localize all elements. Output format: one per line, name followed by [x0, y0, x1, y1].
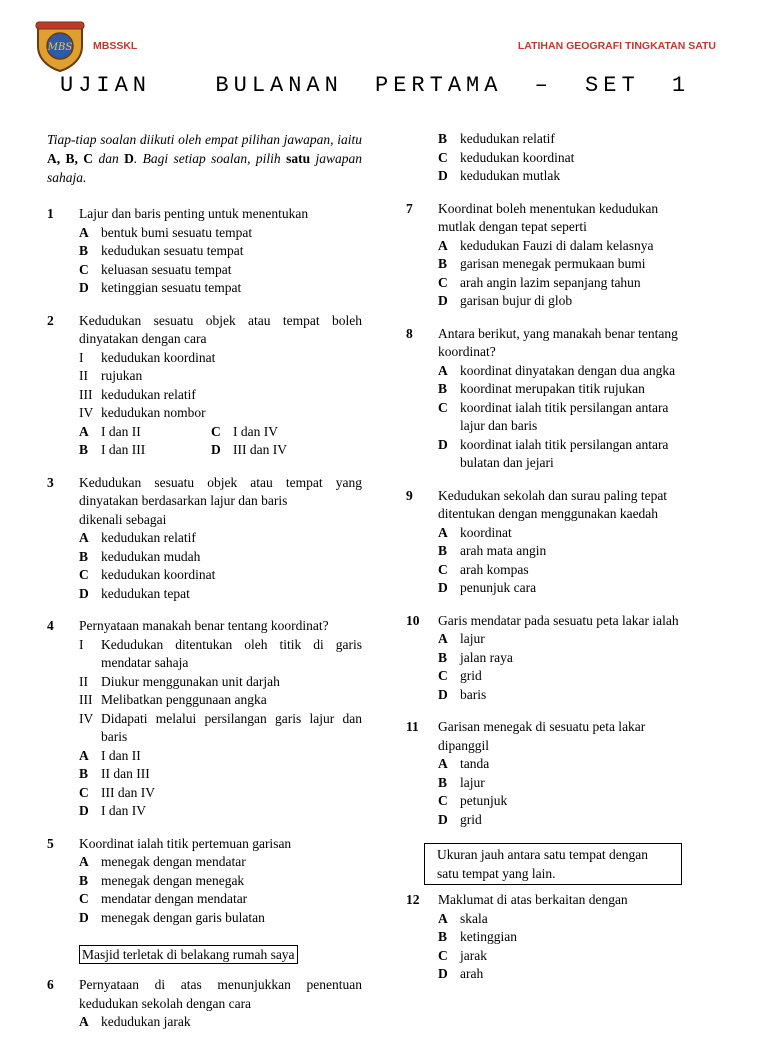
- option-letter: C: [79, 891, 89, 906]
- roman-numeral: II: [79, 673, 88, 689]
- option-text: kedudukan koordinat: [460, 149, 575, 165]
- option-letter: A: [79, 423, 89, 439]
- option-b: [438, 130, 696, 149]
- statement-text: Diukur menggunakan unit darjah: [101, 673, 280, 689]
- exam-title: UJIAN BULANAN PERTAMA – SET 1: [60, 73, 691, 98]
- option-c: [438, 274, 696, 293]
- option-letter: D: [438, 966, 448, 981]
- option-text: kedudukan jarak: [101, 1014, 191, 1029]
- option-letter: A: [79, 224, 89, 240]
- question-text: Garis mendatar pada sesuatu peta lakar ialah: [438, 612, 679, 628]
- option-text: arah mata angin: [460, 543, 547, 558]
- instructions: [47, 130, 362, 187]
- statement-i: [79, 636, 362, 673]
- option-d: [79, 585, 362, 604]
- page-header: [0, 0, 768, 98]
- question-text: Garisan menegak di sesuatu peta lakar dipanggil: [438, 719, 646, 753]
- option-letter: C: [79, 784, 89, 800]
- option-letter: C: [438, 793, 448, 808]
- option-text: kedudukan mutlak: [460, 168, 561, 183]
- option-text: koordinat ialah titik persilangan antara lajur dan baris: [460, 399, 669, 433]
- option-d: [79, 802, 362, 821]
- question-text-cont: dikenali sebagai: [79, 511, 167, 527]
- question-text: Antara berikut, yang manakah benar tentang koordinat?: [438, 325, 678, 359]
- option-b: [438, 542, 696, 561]
- option-c: [438, 561, 696, 580]
- question-12: [406, 891, 696, 984]
- option-d: [438, 579, 696, 598]
- option-letter: C: [79, 567, 89, 582]
- question-9: [406, 487, 696, 598]
- option-letter: B: [79, 766, 89, 781]
- option-b: [79, 441, 211, 460]
- option-text: kedudukan sesuatu tempat: [101, 243, 244, 258]
- question-number: 7: [406, 200, 413, 216]
- roman-numeral: III: [79, 692, 93, 707]
- question-number: 6: [47, 977, 54, 992]
- option-letter: C: [438, 947, 448, 963]
- option-b: [79, 242, 362, 261]
- question-8: [406, 325, 696, 473]
- option-text: grid: [460, 668, 482, 683]
- option-text: penunjuk cara: [460, 580, 537, 595]
- option-text: ketinggian: [460, 929, 517, 944]
- statement-iv: [79, 404, 362, 423]
- question-text: Kedudukan sesuatu objek atau tempat boleh dinyatakan dengan cara: [79, 312, 362, 346]
- option-letter: D: [438, 436, 448, 452]
- option-d: [211, 441, 351, 460]
- option-text: jarak: [460, 947, 487, 963]
- option-text: baris: [460, 686, 487, 702]
- option-text: koordinat ialah titik persilangan antara bulatan dan jejari: [460, 436, 669, 470]
- option-text: skala: [460, 910, 488, 926]
- left-column: [47, 130, 362, 1046]
- option-text: III dan IV: [233, 442, 287, 457]
- option-letter: D: [79, 585, 89, 601]
- option-letter: A: [79, 854, 89, 869]
- question-text: Lajur dan baris penting untuk menentukan: [79, 206, 309, 221]
- statement-iii: [79, 691, 362, 710]
- option-letter: B: [438, 543, 448, 558]
- option-a: [438, 910, 696, 929]
- option-text: II dan III: [101, 766, 150, 781]
- option-letter: B: [438, 649, 448, 665]
- statement-box-wrapper: [47, 945, 362, 964]
- question-10: [406, 612, 696, 705]
- statement-ii: [79, 367, 362, 386]
- option-text: kedudukan tepat: [101, 585, 190, 601]
- roman-numeral: I: [79, 349, 84, 365]
- option-text: I dan IV: [101, 803, 146, 818]
- option-a: [79, 529, 362, 548]
- statement-box: Masjid terletak di belakang rumah saya: [79, 945, 298, 964]
- option-text: lajur: [460, 631, 485, 646]
- option-letter: C: [438, 274, 448, 290]
- right-column: [406, 130, 696, 998]
- option-text: kedudukan relatif: [460, 131, 555, 146]
- question-1: [47, 205, 362, 298]
- instr-text-2: dan: [93, 151, 125, 166]
- statement-text: Didapati melalui persilangan garis lajur dan baris: [101, 710, 362, 744]
- question-4: [47, 617, 362, 821]
- option-text: I dan II: [101, 423, 141, 439]
- options-grid: [79, 423, 362, 460]
- option-a: [438, 362, 696, 381]
- subject-title: LATIHAN GEOGRAFI TINGKATAN SATU: [517, 40, 716, 52]
- option-c: [438, 947, 696, 966]
- option-a: [438, 630, 696, 649]
- option-b: [438, 649, 696, 668]
- question-text: Koordinat boleh menentukan kedudukan mutlak dengan tepat seperti: [438, 200, 659, 234]
- option-text: grid: [460, 811, 482, 827]
- question-3: [47, 474, 362, 604]
- option-letter: C: [438, 399, 448, 415]
- option-letter: B: [79, 442, 89, 457]
- question-number: 5: [47, 835, 54, 851]
- question-text: Pernyataan di atas menunjukkan penentuan kedudukan sekolah dengan cara: [79, 977, 362, 1011]
- option-letter: A: [438, 756, 448, 771]
- option-c: [438, 149, 696, 168]
- option-b: [79, 872, 362, 891]
- option-text: tanda: [460, 756, 490, 771]
- option-b: [79, 548, 362, 567]
- option-letter: C: [438, 668, 448, 683]
- option-text: garisan menegak permukaan bumi: [460, 256, 646, 271]
- option-text: arah: [460, 966, 484, 981]
- option-c: [438, 792, 696, 811]
- question-number: 2: [47, 312, 54, 328]
- school-crest-logo: [34, 20, 86, 72]
- option-c: [79, 261, 362, 280]
- question-number: 3: [47, 474, 54, 490]
- option-a: [438, 237, 696, 256]
- option-text: koordinat: [460, 524, 512, 540]
- option-text: menegak dengan mendatar: [101, 854, 246, 869]
- question-text: Pernyataan manakah benar tentang koordinat?: [79, 618, 329, 633]
- question-2: [47, 312, 362, 460]
- option-letter: C: [79, 261, 89, 277]
- option-b: [438, 380, 696, 399]
- option-letter: D: [438, 811, 448, 827]
- option-a: [79, 853, 362, 872]
- option-d: [438, 686, 696, 705]
- option-c: [211, 423, 351, 442]
- roman-numeral: I: [79, 636, 84, 652]
- option-text: arah kompas: [460, 561, 529, 577]
- roman-numeral: II: [79, 368, 88, 383]
- option-letter: A: [438, 631, 448, 646]
- option-letter: C: [438, 149, 448, 165]
- option-letter: A: [79, 747, 89, 763]
- option-letter: A: [438, 362, 448, 378]
- school-name: MBSSKL: [93, 40, 138, 52]
- option-letter: B: [79, 243, 89, 258]
- question-text: Kedudukan sesuatu objek atau tempat yang dinyatakan berdasarkan lajur dan baris: [79, 474, 362, 508]
- question-6: [47, 976, 362, 1032]
- option-b: [438, 255, 696, 274]
- question-5: [47, 835, 362, 928]
- option-c: [79, 784, 362, 803]
- option-letter: B: [438, 256, 448, 271]
- option-c: [79, 890, 362, 909]
- option-a: [438, 524, 696, 543]
- statement-box: Ukuran jauh antara satu tempat dengan satu tempat yang lain.: [424, 843, 682, 885]
- option-text: kedudukan koordinat: [101, 567, 216, 582]
- option-letter: A: [438, 524, 448, 540]
- option-letter: B: [438, 774, 448, 790]
- statement-ii: [79, 673, 362, 692]
- option-letter: D: [438, 293, 448, 308]
- option-text: ketinggian sesuatu tempat: [101, 280, 242, 295]
- option-letter: C: [438, 561, 448, 577]
- statement-text: Kedudukan ditentukan oleh titik di garis mendatar sahaja: [101, 636, 362, 670]
- option-letter: B: [79, 872, 89, 888]
- statement-text: Melibatkan penggunaan angka: [101, 692, 267, 707]
- question-number: 10: [406, 612, 420, 628]
- question-number: 12: [406, 892, 420, 907]
- option-letter: A: [79, 530, 89, 545]
- option-d: [438, 167, 696, 186]
- option-letter: D: [438, 580, 448, 595]
- roman-numeral: III: [79, 386, 93, 402]
- option-text: mendatar dengan mendatar: [101, 891, 248, 906]
- option-c: [438, 399, 696, 436]
- option-d: [438, 811, 696, 830]
- roman-numeral: IV: [79, 710, 94, 726]
- option-text: menegak dengan menegak: [101, 872, 245, 888]
- option-letter: D: [79, 909, 89, 925]
- question-text: Kedudukan sekolah dan surau paling tepat ditentukan dengan menggunakan kaedah: [438, 487, 668, 521]
- question-number: 8: [406, 325, 413, 341]
- option-a: [438, 755, 696, 774]
- question-number: 11: [406, 719, 419, 734]
- instr-satu: satu: [286, 151, 311, 166]
- question-11: [406, 718, 696, 829]
- option-letter: D: [79, 280, 89, 295]
- option-text: bentuk bumi sesuatu tempat: [101, 224, 253, 240]
- option-letter: B: [438, 929, 448, 944]
- statement-text: rujukan: [101, 368, 143, 383]
- option-d: [438, 965, 696, 984]
- svg-text:MBS: MBS: [47, 42, 73, 53]
- option-a: [79, 747, 362, 766]
- question-number: 1: [47, 206, 54, 221]
- option-letter: A: [79, 1014, 89, 1029]
- option-text: koordinat dinyatakan dengan dua angka: [460, 362, 676, 378]
- option-b: [79, 765, 362, 784]
- option-d: [438, 436, 696, 473]
- instr-letter-d: D: [124, 151, 134, 166]
- option-text: kedudukan Fauzi di dalam kelasnya: [460, 237, 654, 253]
- option-text: arah angin lazim sepanjang tahun: [460, 274, 641, 290]
- option-d: [79, 279, 362, 298]
- option-text: koordinat merupakan titik rujukan: [460, 381, 645, 396]
- option-b: [438, 774, 696, 793]
- option-letter: D: [211, 442, 221, 457]
- option-letter: C: [211, 423, 221, 439]
- statement-text: kedudukan relatif: [101, 386, 196, 402]
- option-text: keluasan sesuatu tempat: [101, 261, 232, 277]
- option-a: [79, 224, 362, 243]
- option-letter: B: [438, 131, 448, 146]
- option-text: kedudukan mudah: [101, 548, 201, 564]
- statement-iii: [79, 386, 362, 405]
- option-letter: D: [79, 803, 89, 818]
- option-c: [79, 566, 362, 585]
- instr-text-3: . Bagi setiap soalan, pilih: [133, 151, 287, 166]
- statement-text: kedudukan nombor: [101, 405, 206, 420]
- option-a: [79, 423, 211, 442]
- option-c: [438, 667, 696, 686]
- statement-text: kedudukan koordinat: [101, 349, 216, 365]
- option-letter: D: [438, 686, 448, 702]
- option-letter: B: [438, 381, 448, 396]
- option-letter: B: [79, 548, 89, 564]
- option-text: III dan IV: [101, 784, 155, 800]
- option-letter: D: [438, 168, 448, 183]
- roman-numeral: IV: [79, 405, 94, 420]
- option-text: I dan IV: [233, 423, 278, 439]
- option-text: petunjuk: [460, 793, 508, 808]
- instr-text-1: Tiap-tiap soalan diikuti oleh empat pilihan jawapan, iaitu: [47, 132, 362, 147]
- question-text: Koordinat ialah titik pertemuan garisan: [79, 835, 292, 851]
- option-a: [79, 1013, 362, 1032]
- option-text: menegak dengan garis bulatan: [101, 909, 265, 925]
- option-d: [79, 909, 362, 928]
- question-number: 9: [406, 487, 413, 503]
- option-text: I dan III: [101, 442, 146, 457]
- option-letter: A: [438, 237, 448, 253]
- question-6-continued: [406, 130, 696, 186]
- question-number: 4: [47, 618, 54, 633]
- option-d: [438, 292, 696, 311]
- statement-i: [79, 349, 362, 368]
- option-text: I dan II: [101, 747, 141, 763]
- option-text: lajur: [460, 774, 485, 790]
- instr-letters: A, B, C: [47, 151, 94, 166]
- question-7: [406, 200, 696, 311]
- option-text: garisan bujur di glob: [460, 293, 573, 308]
- instr-text-4: jawapan sahaja.: [47, 151, 362, 185]
- statement-iv: [79, 710, 362, 747]
- option-text: jalan raya: [460, 649, 513, 665]
- option-letter: A: [438, 910, 448, 926]
- question-text: Maklumat di atas berkaitan dengan: [438, 892, 628, 907]
- option-b: [438, 928, 696, 947]
- option-text: kedudukan relatif: [101, 530, 196, 545]
